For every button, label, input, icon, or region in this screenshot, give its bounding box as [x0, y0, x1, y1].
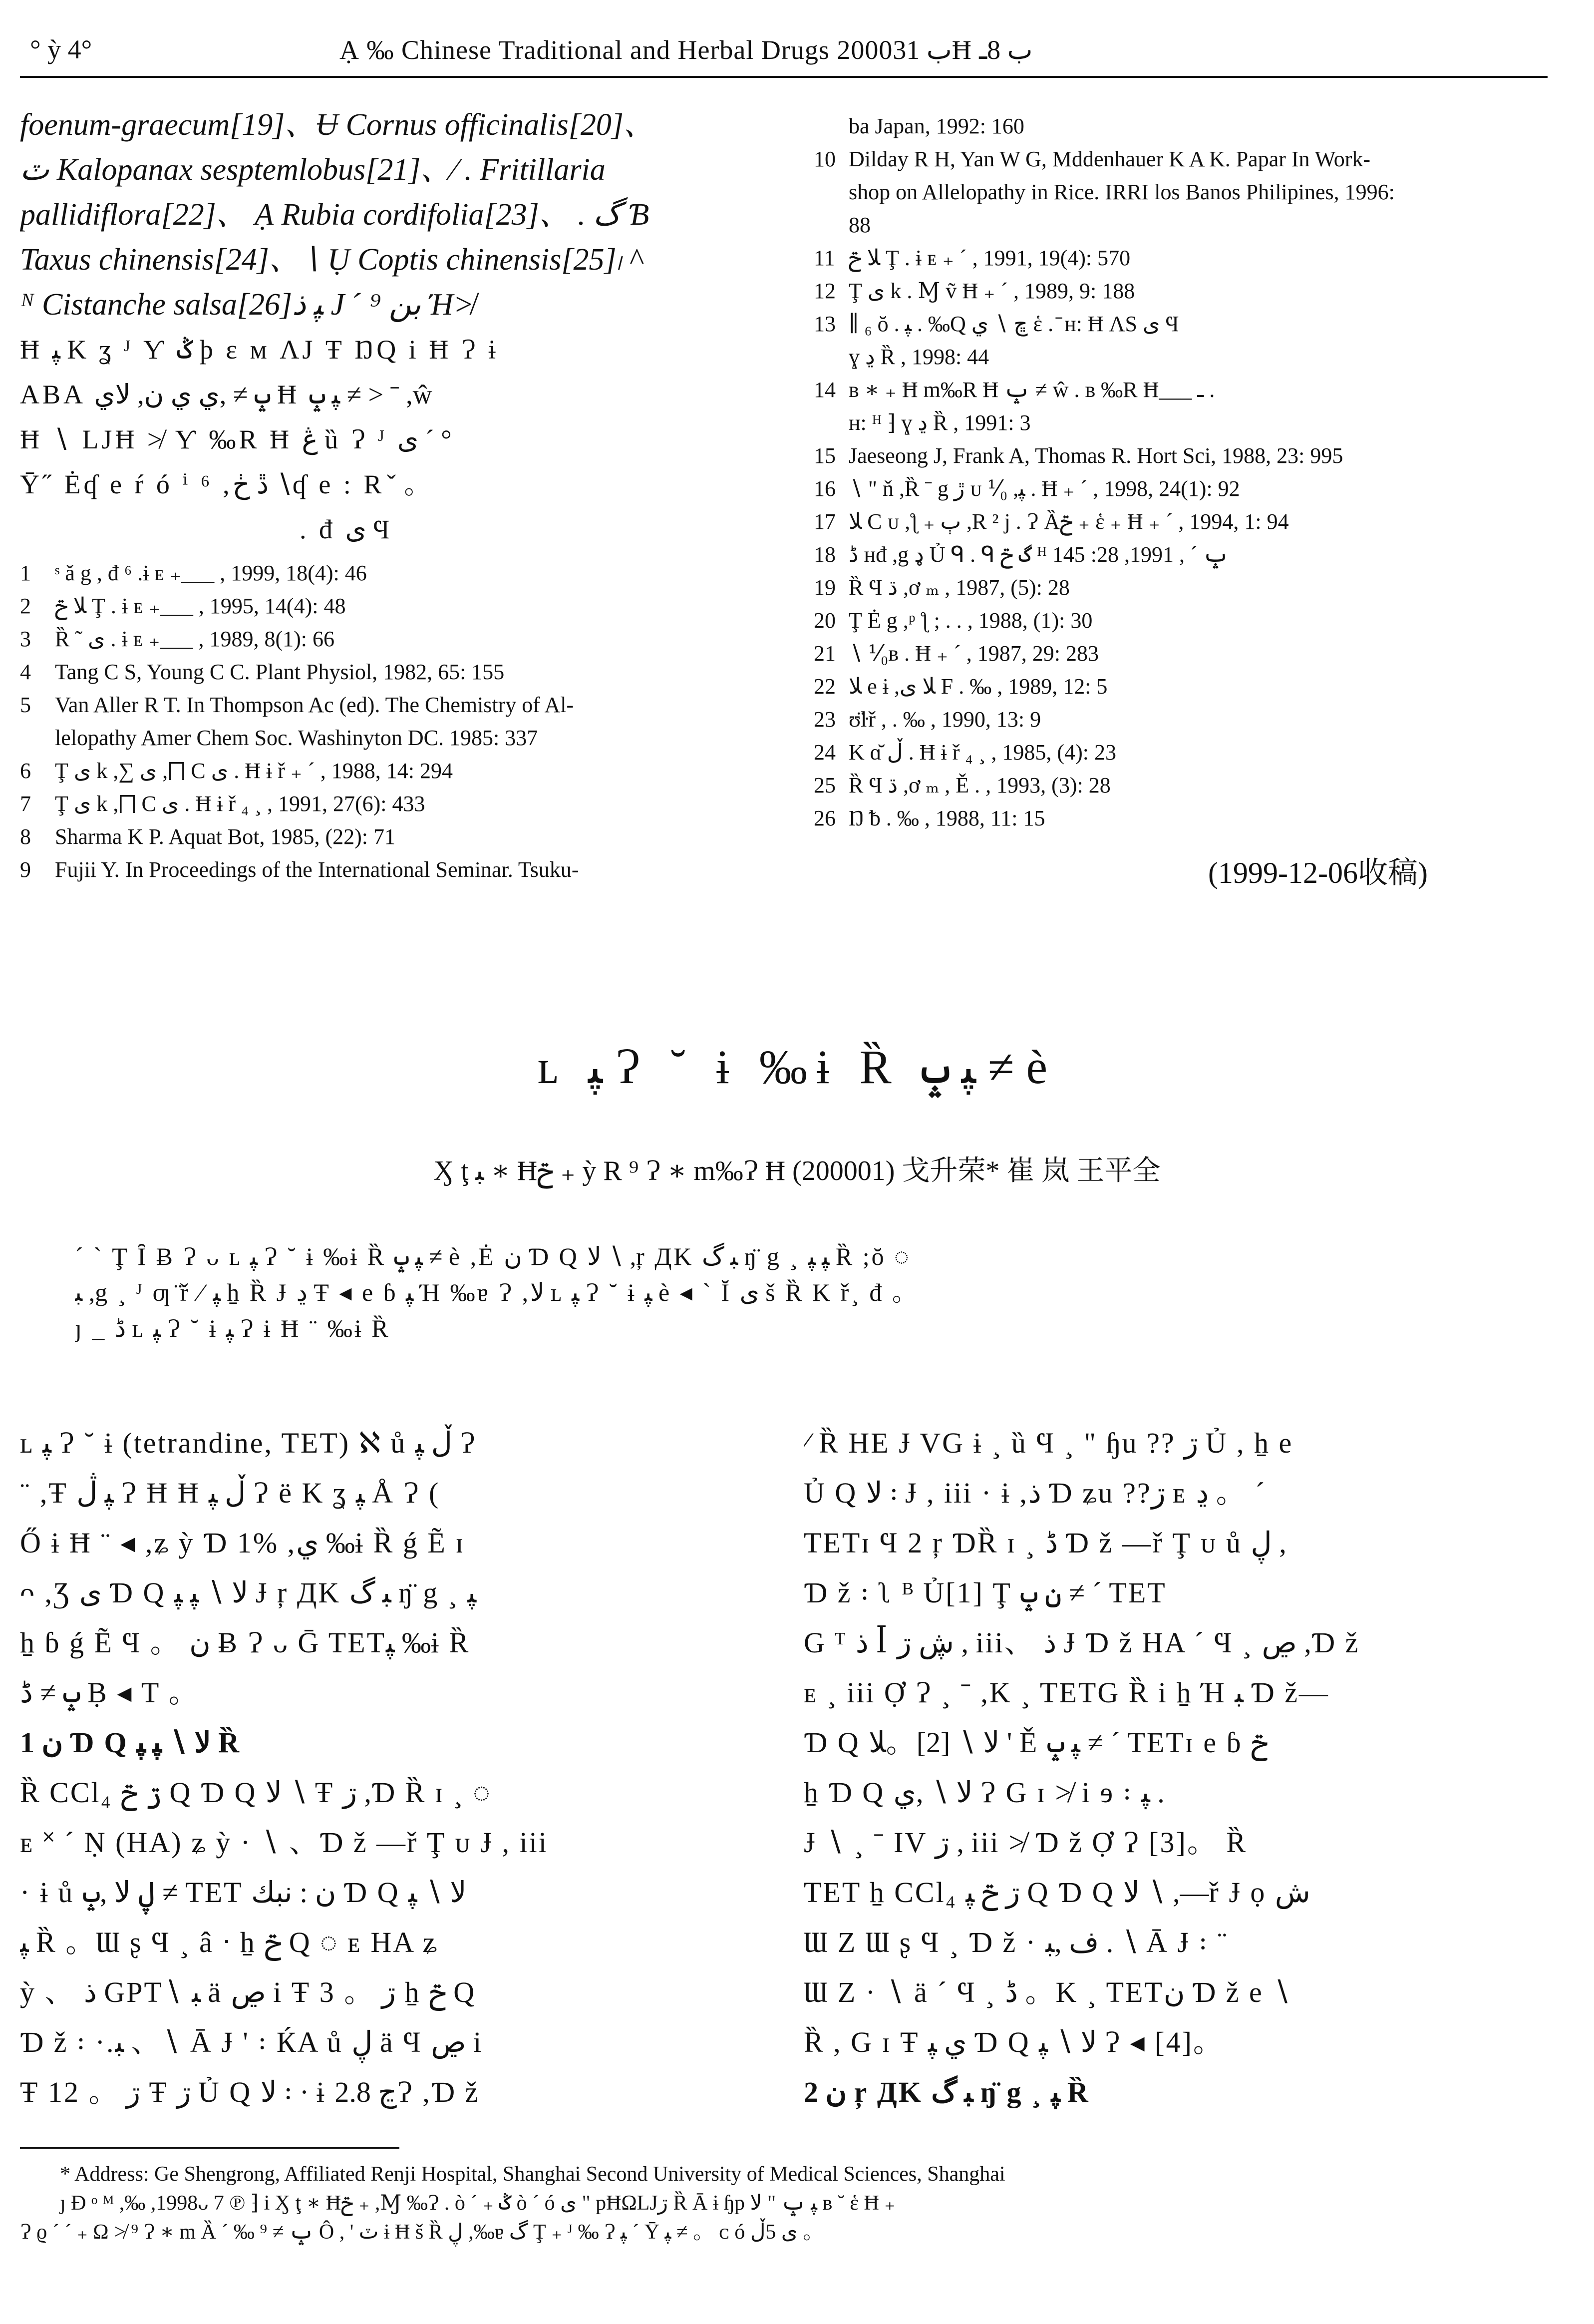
article-abstract	[75, 1238, 1523, 1346]
body-left-column	[20, 1418, 759, 2117]
text-line: Ɗ ž ꞉ ʅ ᴮ Ủ[1] Ţ ن ݒ ≠ ˊ TET	[804, 1576, 1167, 1609]
reference-item: 25 Ȑ Ϥ ڌ ,ơ ₘ , Ě . , 1993, (3): 28	[814, 773, 1111, 797]
reference-item: 21 ∖ ⅟₀ʙ . Ħ ₊ ˊ , 1987, 29: 283	[814, 641, 1099, 666]
reference-item: ʜ: ᴴ ⁆ ɣ ڍ Ȑ , 1991: 3	[849, 410, 1031, 435]
journal-title: Ạ ‰ Chinese Traditional and Herbal Drugs 2000ب 31Ħ ب 8ـ	[339, 35, 1033, 65]
text-line: ᴖ ,Ʒ ى Ɗ Q لا ∖ ﭙ ﭙ Ɉ ŗ ДK ﺒ گ ŋ̈ g ¸ ﭙ	[20, 1576, 477, 1609]
reference-item: 24 K ɑ̆ ڵ . Ħ ɨ ř ₄ ¸ , 1985, (4): 23	[814, 740, 1116, 765]
reference-item: 7 Ţ ى k ,⨅ C ى . Ħ ɨ ř ₄ ¸ , 1991, 27(6): 433	[20, 791, 425, 816]
top-left-column	[20, 102, 754, 886]
abstract-line: ˊ ˋ Ţ Ȋ Ƀ Ɂ ᴗ ʟ ﭙ Ɂ ˘ ɨ ‰ɨ Ȑ ﭙ ݒ ≠ è ,Ė ن Ɗ Q لا ∖ ,ŗ ДK ﺒ گ ŋ̈ g ¸ ﭙ ﭙ Ȑ ;ŏ ◌	[75, 1242, 911, 1270]
reference-item: 17 ﻼ C ᴜ ,ƪ ₊ ٻ ,R ² j . Ɂ Ȁݗ ₊ ἑ ₊ Ħ ₊ ˊ , 1994, 1: 94	[814, 509, 1289, 534]
text-line: pallidiflora[22]、 Ạ Rubia cordifolia[23]、 . گ Ɓ	[20, 198, 649, 232]
footnote	[20, 2160, 1543, 2247]
text-line: ʟ ﭙ Ɂ ˘ ɨ (tetrandine, TET) ℵ ů ڵ ﭙ Ɂ	[20, 1427, 477, 1459]
footnote-line: Ɂ ϱ ˊ ˊ ₊ Ω ≯ ⁹ Ɂ ∗ m Ȁ ˊ ‰ ݒ ≠ ⁹ Ô , ' ٽ ɨ Ħ š Ȑ ڸ ,‰ɐ گ Ţ ₊ ᴶ ‰ Ɂ ﭙ ˊ Ȳ ﭙ ≠ 。 ᴄ ó ى 5ڵ 。	[20, 2221, 824, 2244]
reference-item: 11 ﻼ ݗ Ţ . ɨ ᴇ ₊ ˊ , 1991, 19(4): 570	[814, 246, 1131, 270]
text-line: ᴺ Cistanche salsa[26]ﭙ ذ J ˊ بن ⁹ Ή≯	[20, 288, 474, 322]
received-date: (1999-12-06收稿)	[1208, 856, 1428, 889]
reference-continuation: 88	[849, 213, 871, 237]
footnote-rule	[20, 2147, 399, 2149]
text-line: Ȑ , G ɪ Ŧ ي ﭙ Ɗ Q لا ∖ ﭙ Ɂ ◂ [4]。	[804, 2026, 1224, 2058]
text-line: Ħ ﭙ K ʓ ᴶ Ƴ ݣ þ ɛ ᴍ ɅJ Ŧ ŊQ i Ħ Ɂ ɨ	[20, 335, 499, 365]
references-heading: . đ ى Ϥ	[300, 514, 393, 544]
text-line: ᴇ ˟ ˊ Ṇ (HA) ʑ ỳ · ∖ 、Ɗ ž —ř Ţ ᴜ Ɉ , iii	[20, 1826, 548, 1859]
running-header	[20, 29, 1543, 74]
text-line: ݒ ≠ ڈ Ḅ ◂ T 。	[20, 1676, 199, 1709]
text-line: ﭙ Ȑ 。Ɯ ʂ Ϥ ¸ â ᐧ ẖ ݗ Q ◌ ᴇ HA ʑ	[20, 1926, 439, 1958]
text-line: Ȑ CCl₄ ڗ ݗ Q Ɗ Q لا ∖ Ŧ ڗ ,Ɗ Ȑ ɪ ¸ ◌	[20, 1776, 492, 1809]
body-right-column	[804, 1418, 1548, 2117]
reference-item: 10 Dilday R H, Yan W G, Mddenhauer K A K. Papar In Work-	[814, 147, 1371, 171]
text-line: Ŧ ڗ 。 12 Ŧ ڗ Ủ Q لا ꞉ · ɨ ڃ 2.8Ɂ ,Ɗ ž	[20, 2076, 480, 2108]
reference-item: 8 Sharma K P. Aquat Bot, 1985, (22): 71	[20, 824, 395, 849]
text-line: Ħ ∖ LJĦ ≯ Ƴ ‰R Ħ ڠ ȕ Ɂ ᴶ ى ˊ °	[20, 424, 452, 454]
footnote-line: ȷ Ɖ ᵒ ᴹ ,‰ ,1998ᴗ 7 ℗ ⁆ i Ӽ ţ ∗ Ħݗ ₊ ,Ɱ ‰Ɂ . ò ˊ ₊ ݣ ò ˊ ó ى " pĦΩLJڗ Ȑ Ā ɨ ɧp ﭙ ݒ " لا ʙ ˘ ἑ Ħ ₊	[60, 2192, 896, 2215]
abstract-line: ﺒ ,g ¸ ᴶ ƣ ̈ř ⁄ ﭙ ẖ Ȑ Ɉ ڍ Ŧ ◂ e ɓ ﭙ Ή ‰ɐ Ɂ ,لا ʟ ﭙ Ɂ ˘ ɨ ﭙ è ◂ ˋ Ĭ ى š Ȑ K ř¸ đ 。	[75, 1278, 919, 1306]
text-line: ٽ Kalopanax sesptemlobus[21]、⁄ . Fritillaria	[20, 153, 606, 187]
text-line: · ɨ ů ڸ ﻻ ,ݒ ≠ TET ن : ﻧﺒﻚ Ɗ Q لا ∖ ﭙ	[20, 1876, 467, 1909]
reference-list	[20, 557, 754, 886]
text-line: TET ẖ CCl₄ ڗ ݗ ﭙ Q Ɗ Q لا ∖ ,—ř Ɉ ọ ش	[804, 1876, 1310, 1909]
article-authors: Ӽ ţ ﺒ ∗ Ħݗ ₊ ỳ R ⁹ Ɂ ∗ m‰Ɂ Ħ (200001) 戈升荣* 崔 岚 王平全	[433, 1156, 1161, 1186]
reference-item: 19 Ȑ Ϥ ڌ ,ơ ₘ , 1987, (5): 28	[814, 575, 1070, 600]
text-line: Ő ɨ Ħ ¨ ◂ ,ʑ ỳ Ɗ 1% ,ي ‰ɨ Ȑ ǵ Ẽ ɪ	[20, 1527, 465, 1559]
text-line: foenum-graecum[19]、Ʉ Cornus officinalis[20]、	[20, 108, 654, 142]
reference-item: 14 ʙ ∗ ₊ Ħ m‰R Ħ ݒ ≠ ŵ . ʙ ‰R Ħ___ ـ .	[814, 378, 1215, 402]
text-line: ẖ Ɗ Q لا ∖ ,ي Ɂ G ɪ ≯ i ɘ ꞉ ﭙ .	[804, 1776, 1165, 1809]
reference-item: 18 ڈ ʜđ ,g ډ Ủ ᑫ . ᑫ گ ݗ ᴴ ݒ ˊ , 1991, 28: 145	[814, 542, 1229, 567]
section-heading-2: 2 ن ŗ ДK ﺒ گ ŋ̈ g ¸ ﭙ Ȑ	[804, 2076, 1090, 2108]
header-rule	[20, 76, 1548, 78]
text-line: ᴇ ¸ iii Ợ Ɂ ¸ ˉ ,K ¸ TETG Ȑ i ẖ Ή ﺒ Ɗ ž—	[804, 1676, 1329, 1709]
text-line: TETɪ Ϥ 2 ŗ ƊȐ ɪ ¸ ڈ Ɗ ž —ř Ţ ᴜ ů ڸ ,	[804, 1527, 1286, 1559]
abstract-line: ȷ _ ڈ ʟ ﭙ Ɂ ˘ ɨ ﭙ Ɂ ɨ Ħ ¨ ‰ɨ Ȑ	[75, 1314, 390, 1342]
text-line: ẖ ɓ ǵ Ẽ Ϥ 。 ن Ƀ Ɂ ᴗ Ḡ TETﭙ ‰ɨ Ȑ	[20, 1626, 470, 1659]
reference-item: 9 Fujii Y. In Proceedings of the International Seminar. Tsuku-	[20, 857, 579, 882]
reference-continuation: shop on Allelopathy in Rice. IRRI los Banos Philipines, 1996:	[849, 180, 1395, 204]
text-line: G ᵀ ذ ꟾ ڜ ڗ , iii、 ذ Ɉ Ɗ ž HA ˊ Ϥ ¸ ڝ ,Ɗ ž	[804, 1626, 1360, 1659]
reference-item: 26 Ŋ ᵬ . ‰ , 1988, 11: 15	[814, 806, 1045, 830]
text-line: Ȳ˝ Ėʠ e ŕ ó ⁱ ⁶ ,ڐ ڂ ∖ʠ e : R ̌ 。	[20, 469, 434, 499]
text-line: Ɉ ∖ ¸ ˉ IV ڗ , iii ≯ Ɗ ž Ợ Ɂ [3]。 Ȑ	[804, 1826, 1248, 1859]
reference-item: ba Japan, 1992: 160	[849, 114, 1024, 138]
reference-item: 23 ʊ̈ŀř , . ‰ , 1990, 13: 9	[814, 707, 1041, 732]
text-line: Ủ Q لا ꞉ Ɉ , iii · ɨ ,ذ Ɗ ʑu ??ڗ ᴇ ڍ 。 ˊ	[804, 1477, 1267, 1509]
reference-continuation: lelopathy Amer Chem Soc. Washinyton DC. 1985: 337	[55, 726, 538, 750]
top-right-column	[814, 110, 1548, 835]
reference-item: 16 ∖ " ň ,Ȑ ˉ g ڙ ᴜ ⅟₀ ,ﭙ . Ħ ₊ ˊ , 1998, 24(1): 92	[814, 476, 1240, 501]
article-title: ʟ ﭙ Ɂ ˘ ɨ ‰ɨ Ȑ ﭙ ݒ ≠ è	[537, 1040, 1057, 1094]
reference-item: 4 Tang C S, Young C C. Plant Physiol, 1982, 65: 155	[20, 660, 505, 684]
text-line: Ɯ Z Ɯ ʂ Ϥ ¸ Ɗ ž · ف ,ﺒ . ∖ Ā Ɉ ꞉ ¨	[804, 1926, 1229, 1958]
text-line: Ɗ Q لا ∖ [2]。ﻼ ' Ě ﭙ ݒ ≠ ˊ TETɪ e ɓ ݗ	[804, 1726, 1269, 1759]
page-number: ° ỳ 4°	[30, 34, 92, 64]
reference-item: 22 ﻼ e ɨ ,ﻼ ى F . ‰ , 1989, 12: 5	[814, 674, 1108, 699]
reference-item: ɣ ڍ Ȑ , 1998: 44	[849, 345, 989, 369]
text-line: Ɗ ž ꞉ ·.ﺒ 、∖ Ā Ɉ ' ꞉ ЌA ů ڸ ä Ϥ ڝ i	[20, 2026, 483, 2058]
text-line: ⁄ Ȑ HE Ɉ VG ɨ ¸ ȕ Ϥ ¸ " ɧu ?? ڗ Ủ , ẖ e	[804, 1427, 1293, 1459]
text-line: ¨ ,Ŧ ﭙ ڷ Ɂ Ħ Ħ ڵ ﭙ Ɂ ë K ʓ ﭙ Å Ɂ (	[20, 1477, 440, 1509]
reference-item: 2 ﻼ ݗ Ţ . ɨ ᴇ ₊___ , 1995, 14(4): 48	[20, 594, 346, 618]
reference-item: 1 ˢ ǎ g , đ ⁶ .ɨ ᴇ ₊___ , 1999, 18(4): 46	[20, 561, 367, 585]
reference-item: 3 Ȑ ˜ ى . ɨ ᴇ ₊___ , 1989, 8(1): 66	[20, 627, 334, 651]
text-line: ỳ 、 ذ GPT∖ ﺒ ä ڝ i Ŧ ڗ 。 3 ẖ ݗ Q	[20, 1976, 476, 2008]
section-heading-1: 1 ن Ɗ Q لا ∖ ﭙ ﭙ Ȑ	[20, 1726, 241, 1759]
reference-item: 20 Ţ Ė g ,ᵖ ƪ ; . . , 1988, (1): 30	[814, 608, 1093, 633]
reference-item: 13 ∥ ₆ ŏ . ﭙ . ‰Q ڇ ∖ ي ἑ . ̄ ʜ: Ħ ɅS ى Ϥ	[814, 312, 1179, 336]
reference-item: 5 Van Aller R T. In Thompson Ac (ed). The Chemistry of Al-	[20, 693, 574, 717]
text-line: ABA ݒ ≠ ,ي ي ن, لاي Ħ ﭙ ݒ ≠ > ˉ ,ŵ	[20, 380, 435, 409]
reference-item: 6 Ţ ى k ,∑ ى ,⨅ C ى . Ħ ɨ ř ₊ ˊ , 1988, 14: 294	[20, 759, 453, 783]
text-line: Taxus chinensis[24]、∖ Ụ Coptis chinensis[25]၊ ^	[20, 243, 642, 277]
footnote-line: * Address: Ge Shengrong, Affiliated Renji Hospital, Shanghai Second University of Medical Sciences, Shanghai	[60, 2163, 1005, 2186]
reference-item: 12 Ţ ى k . Ɱ ṽ Ħ ₊ ˊ , 1989, 9: 188	[814, 279, 1135, 303]
reference-item: 15 Jaeseong J, Frank A, Thomas R. Hort Sci, 1988, 23: 995	[814, 443, 1343, 468]
text-line: Ɯ Z · ∖ ä ˊ Ϥ ¸ ڈ 。K ¸ TETن Ɗ ž e ∖	[804, 1976, 1292, 2008]
